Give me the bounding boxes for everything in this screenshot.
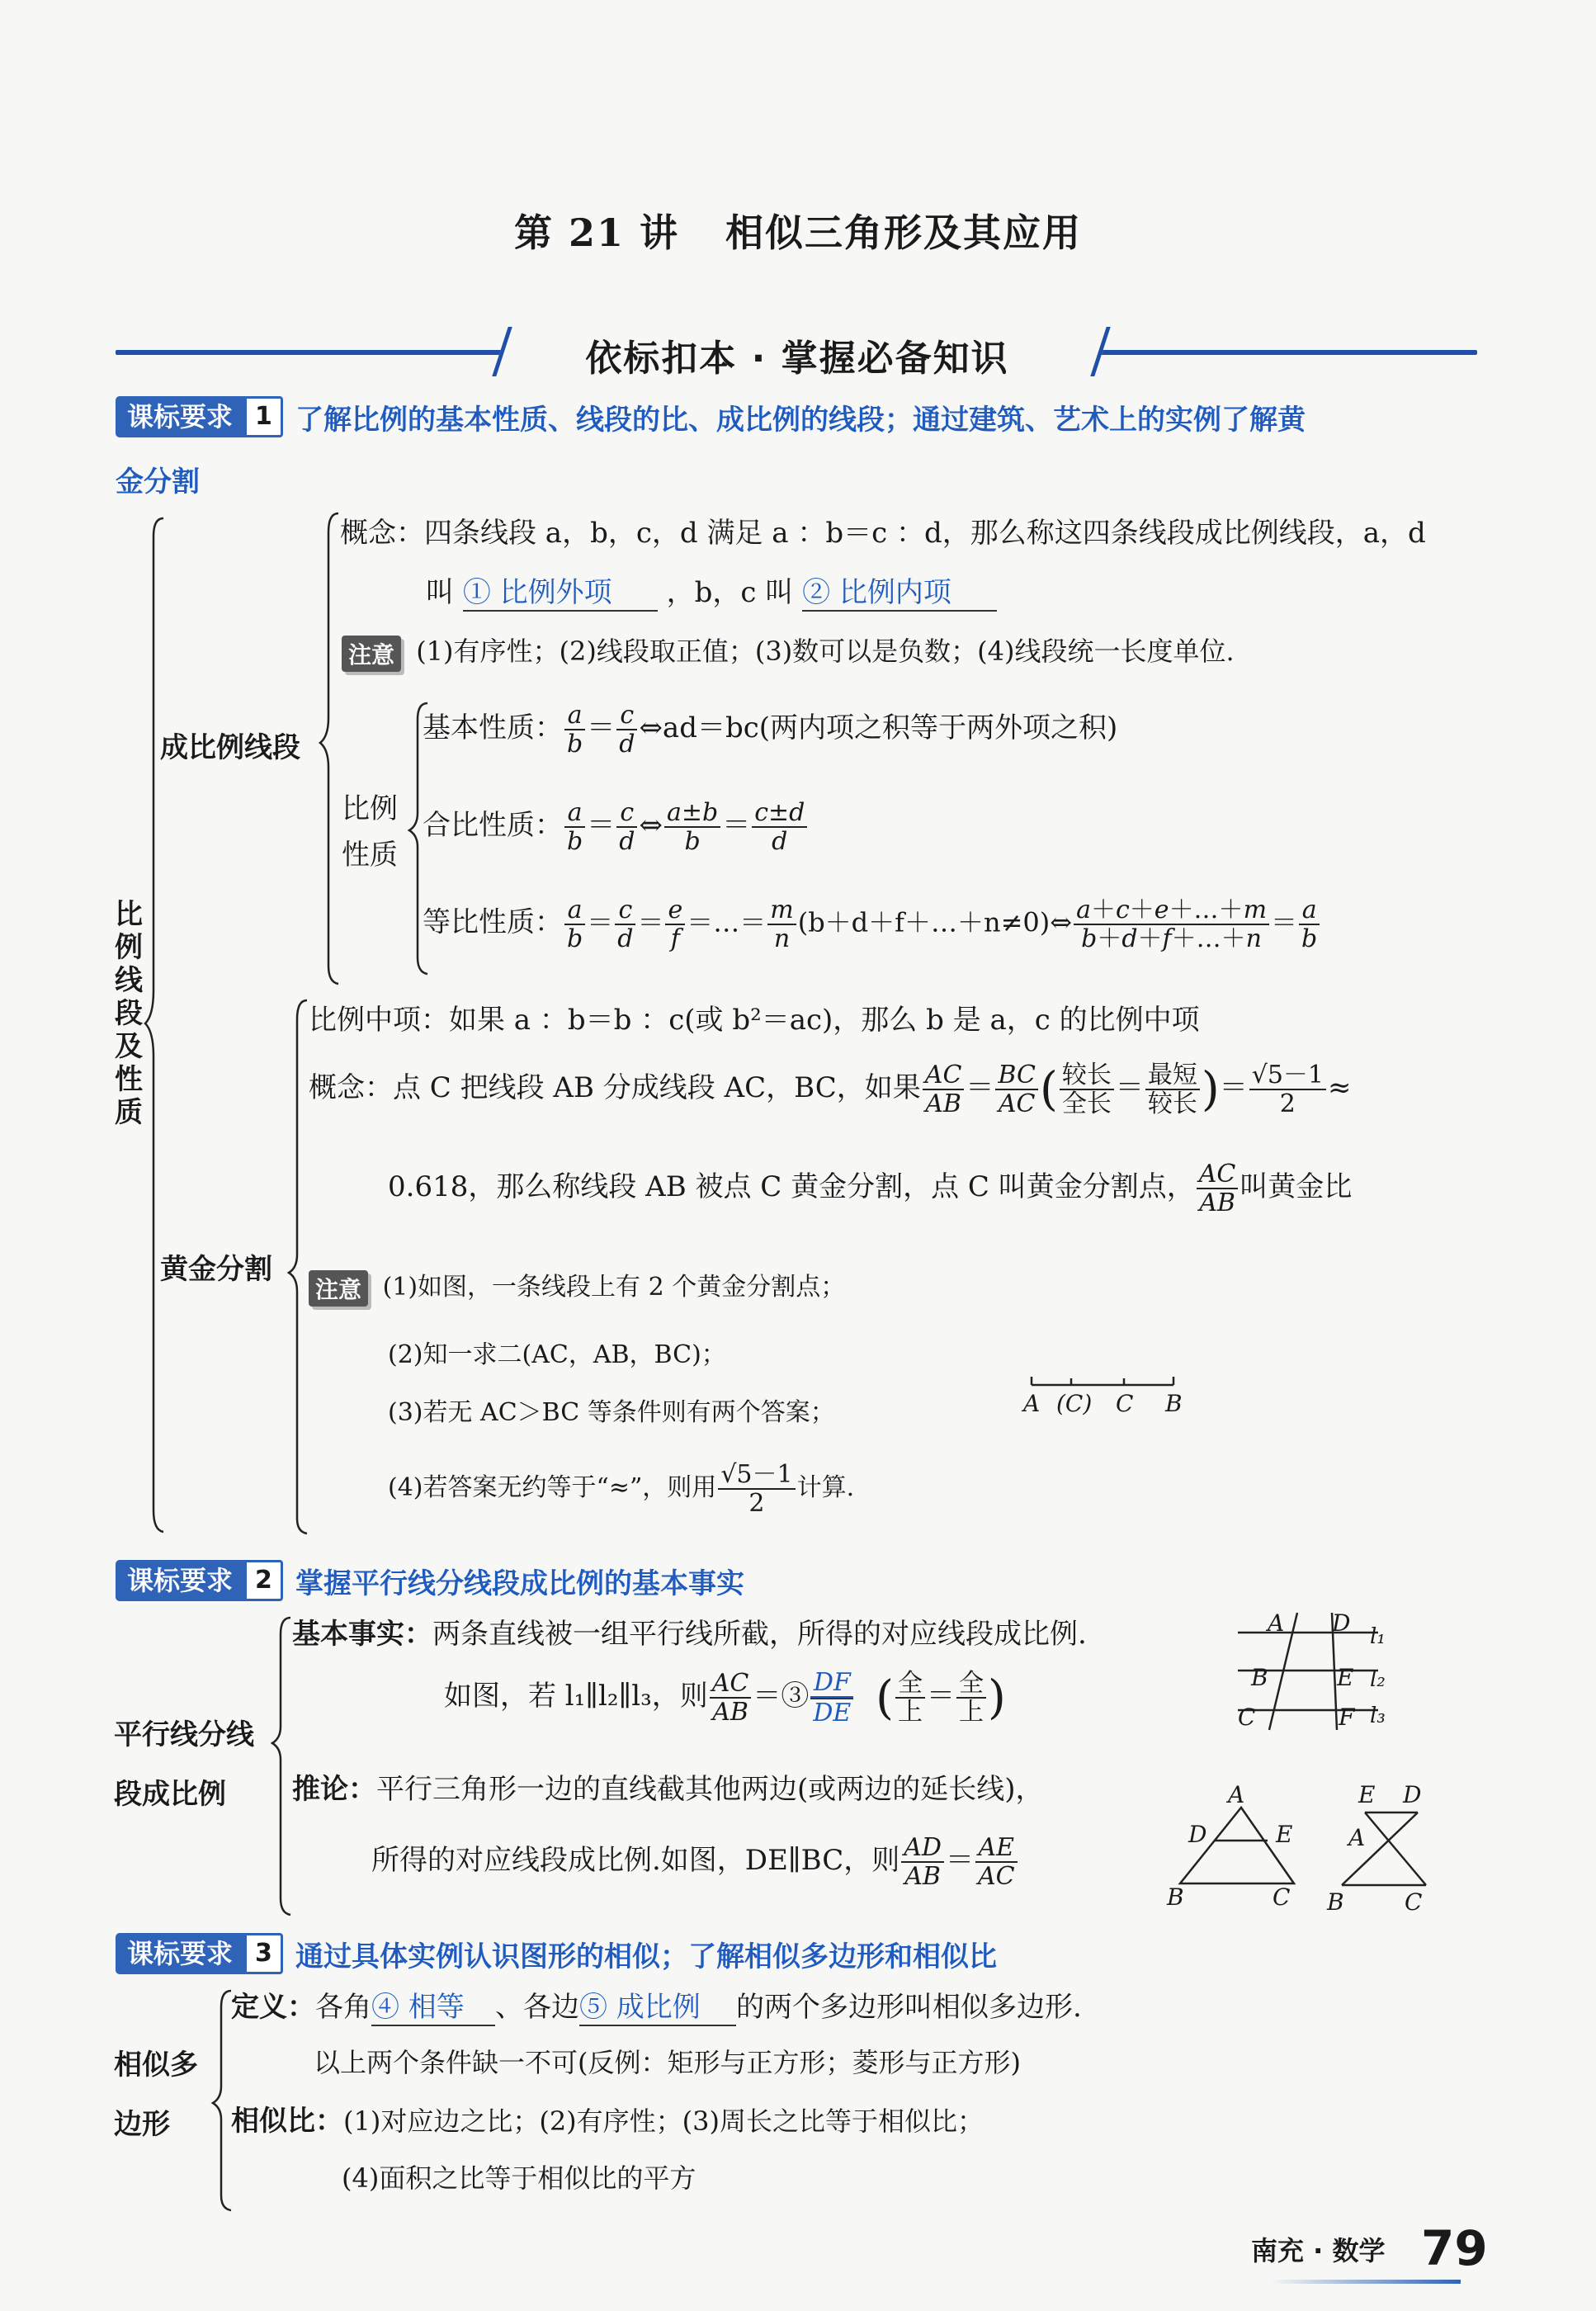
- basic-property-label: 基本性质：: [423, 711, 563, 744]
- similar-polygon-definition: [231, 1984, 1082, 2026]
- requirement-2-header: [116, 1560, 744, 1601]
- fraction-text: 全长: [1061, 1089, 1112, 1118]
- fig1-label-f: F: [1339, 1704, 1355, 1731]
- equal-ratio-condition: (b＋d＋f＋…＋n≠0)⇔: [797, 906, 1073, 938]
- similarity-ratio: [231, 2098, 984, 2139]
- corollary-formula: 所得的对应线段成比例.如图，DE∥BC，则 $\frac{AD}{AB}$ ＝ $\frac{AE}{AC}$: [371, 1834, 1019, 1890]
- approx-sign: ≈: [1328, 1071, 1352, 1104]
- combination-property-label: 合比性质：: [423, 809, 563, 842]
- golden-note-2: (2)知一求二(AC，AB，BC)；: [388, 1340, 726, 1369]
- fraction: $\frac{BC}{AC}$: [995, 1061, 1038, 1118]
- note-badge: 注意: [342, 636, 401, 672]
- definition-counterexample: 以上两个条件缺一不可(反例：矩形与正方形；菱形与正方形): [314, 2047, 1021, 2078]
- note-1-text: (1)有序性；(2)线段取正值；(3)数可以是负数；(4)线段统一长度单位.: [416, 636, 1235, 667]
- golden-concept-line-1: 概念：点 C 把线段 AB 分成线段 AC，BC，如果 $\frac{AC}{AB}$ ＝ $\frac{BC}{AC}$ ( $\frac{\text{较长}}{\text{全长}}$ ＝ $\frac{\text{最短}}{\text{较长}}$ )＝ $\frac{√5-1}{2}$ ≈: [309, 1061, 1352, 1118]
- fig3-label-b: B: [1327, 1888, 1344, 1916]
- req2-root-line-1: 平行线分线: [114, 1718, 254, 1751]
- requirement-number: 2: [244, 1560, 283, 1601]
- fraction-text: 较长: [1060, 1061, 1114, 1090]
- blank-2-answer: ② 比例内项: [802, 569, 997, 612]
- corollary: [292, 1766, 1044, 1807]
- basic-fact: [292, 1611, 1087, 1652]
- fraction: $\frac{a}{b}$: [564, 799, 585, 855]
- requirement-text: 通过具体实例认识图形的相似；了解相似多边形和相似比: [295, 1940, 997, 1973]
- fig1-label-a: A: [1268, 1609, 1285, 1637]
- fraction-text: 全: [956, 1670, 986, 1699]
- definition-text-b: 、各边: [495, 1991, 579, 2024]
- note-1: [342, 631, 1235, 672]
- basic-fact-label: 基本事实：: [292, 1618, 432, 1651]
- golden-note-4: [388, 1461, 854, 1517]
- fraction: [956, 1670, 986, 1726]
- lecture-topic: 相似三角形及其应用: [725, 210, 1083, 255]
- corollary-text-2: 所得的对应线段成比例.如图，DE∥BC，则: [371, 1844, 900, 1877]
- golden-ratio-text: 叫黄金比: [1239, 1170, 1353, 1203]
- blank-5-answer: ⑤ 成比例: [579, 1984, 736, 2026]
- requirement-3-header: [116, 1933, 997, 1974]
- branch-proportional-segments: 成比例线段: [160, 731, 300, 764]
- fraction: $\frac{a}{b}$: [1299, 896, 1320, 952]
- blank-3-answer: $\frac{DF}{DE}$: [810, 1669, 853, 1727]
- fig1-label-c: C: [1238, 1704, 1256, 1731]
- fraction: $\frac{√5-1}{2}$: [718, 1461, 795, 1517]
- concept-line-1: 概念：四条线段 a，b，c，d 满足 a ：b＝c ：d，那么称这四条线段成比例线段，a，d: [340, 517, 1426, 550]
- basic-fact-figure-text: 如图，若 l₁∥l₂∥l₃，则: [444, 1680, 708, 1713]
- combination-property: 合比性质： $\frac{a}{b}$ ＝ $\frac{c}{d}$ ⇔ $\frac{a\pm b}{b}$ ＝ $\frac{c\pm d}{d}$: [423, 799, 809, 855]
- blank-4-answer: ④ 相等: [371, 1984, 495, 2026]
- requirement-tag: 课标要求: [116, 1933, 244, 1974]
- equal-ratio-ellipsis: ＝…＝: [687, 906, 767, 938]
- basic-property: 基本性质： $\frac{a}{b}$ ＝ $\frac{c}{d}$ ⇔ad＝bc(两内项之积等于两外项之积): [423, 701, 1118, 759]
- segment-label-c: C: [1116, 1390, 1134, 1417]
- golden-note-1-text: (1)如图，一条线段上有 2 个黄金分割点；: [382, 1273, 846, 1302]
- segment-label-b: B: [1165, 1390, 1183, 1417]
- fig3-label-c: C: [1405, 1888, 1423, 1916]
- fig1-label-l2: l₂: [1370, 1667, 1386, 1692]
- fraction: [895, 1670, 925, 1726]
- fraction-text: 最短: [1145, 1061, 1200, 1090]
- similarity-ratio-2: (4)面积之比等于相似比的平方: [342, 2162, 696, 2194]
- fraction: $\frac{c}{d}$: [616, 702, 637, 758]
- similarity-ratio-text-1: (1)对应边之比；(2)有序性；(3)周长之比等于相似比；: [343, 2105, 984, 2137]
- fig2-label-a: A: [1228, 1781, 1245, 1808]
- basic-property-result: ⇔ad＝bc(两内项之积等于两外项之积): [639, 711, 1118, 744]
- requirement-text: 了解比例的基本性质、线段的比、成比例的线段；通过建筑、艺术上的实例了解黄: [295, 403, 1306, 437]
- fig1-label-e: E: [1337, 1664, 1354, 1691]
- fig3-label-a: A: [1348, 1824, 1366, 1851]
- golden-note-1: [309, 1266, 845, 1307]
- fig2-label-b: B: [1167, 1883, 1184, 1911]
- golden-note-4-text: (4)若答案无约等于“≈”，则用: [388, 1473, 717, 1502]
- fraction-text: 上: [958, 1698, 984, 1727]
- fraction: $\frac{AC}{AB}$: [710, 1670, 752, 1726]
- fig1-label-l3: l₃: [1370, 1704, 1386, 1728]
- golden-note-4-tail: 计算.: [796, 1473, 855, 1502]
- proportion-properties-label: 比例性质: [342, 792, 398, 872]
- concept-text-b: ，b，c 叫: [666, 576, 794, 609]
- blank-3-marker: ③: [781, 1680, 810, 1713]
- req3-root-line-2: 边形: [114, 2108, 170, 2141]
- blank-1-answer: ① 比例外项: [463, 569, 658, 612]
- requirement-number: 1: [244, 396, 283, 437]
- fraction-text: 全: [895, 1670, 925, 1699]
- golden-segment-figure: [1023, 1373, 1188, 1423]
- golden-concept-text-2: 0.618，那么称线段 AB 被点 C 黄金分割，点 C 叫黄金分割点，: [388, 1170, 1195, 1203]
- req2-root-line-2: 段成比例: [114, 1778, 226, 1811]
- footer-rule: [1271, 2280, 1461, 2284]
- page-number: 79: [1421, 2220, 1488, 2276]
- fig2-label-e: E: [1276, 1821, 1293, 1848]
- corollary-label: 推论：: [292, 1773, 376, 1806]
- golden-note-3: (3)若无 AC＞BC 等条件则有两个答案；: [388, 1398, 835, 1427]
- lecture-number: 第 21 讲: [513, 210, 680, 255]
- equal-ratio-label: 等比性质：: [423, 905, 563, 939]
- fraction: $\frac{AC}{AB}$: [923, 1061, 965, 1118]
- fig1-label-l1: l₁: [1370, 1624, 1386, 1649]
- fraction: $\frac{a\pm b}{b}$: [664, 799, 720, 855]
- fig3-label-d: D: [1403, 1781, 1422, 1808]
- root-label: 比例线段及性质: [115, 898, 143, 1129]
- requirement-text: 掌握平行线分线段成比例的基本事实: [295, 1567, 744, 1600]
- fig1-label-b: B: [1251, 1664, 1268, 1691]
- corollary-text: 平行三角形一边的直线截其他两边(或两边的延长线)，: [376, 1773, 1044, 1806]
- definition-text-a: 各角: [315, 1991, 371, 2024]
- fraction: $\frac{AE}{AC}$: [975, 1834, 1018, 1890]
- fraction: $\frac{c}{d}$: [615, 896, 635, 952]
- fraction: [1060, 1061, 1114, 1118]
- section-banner: 依标扣本 · 掌握必备知识: [585, 338, 1009, 380]
- similarity-ratio-label: 相似比：: [231, 2105, 343, 2138]
- fraction: $\frac{c\pm d}{d}$: [752, 799, 807, 855]
- golden-concept-line-2: [388, 1160, 1352, 1217]
- fig3-label-e: E: [1358, 1781, 1376, 1808]
- triangle-figure: [1170, 1791, 1335, 1907]
- segment-label-c-paren: (C): [1056, 1390, 1093, 1417]
- fraction: $\frac{√5-1}{2}$: [1249, 1061, 1326, 1118]
- branch-golden-section: 黄金分割: [160, 1253, 272, 1286]
- requirement-number: 3: [244, 1933, 283, 1974]
- req3-root-line-1: 相似多: [114, 2049, 198, 2082]
- requirement-text-cont: 金分割: [116, 466, 200, 499]
- fraction: [1145, 1061, 1200, 1118]
- concept-line-2: [426, 569, 997, 612]
- proportional-mean: 比例中项：如果 a ：b＝b ：c(或 b²＝ac)，那么 b 是 a，c 的比例中项: [309, 1004, 1200, 1037]
- fraction: $\frac{AC}{AB}$: [1197, 1160, 1239, 1217]
- fraction: $\frac{m}{n}$: [767, 896, 796, 952]
- basic-fact-text: 两条直线被一组平行线所截，所得的对应线段成比例.: [432, 1618, 1087, 1651]
- fraction: $\frac{a+c+e+\dots+m}{b+d+f+\dots+n}$: [1074, 896, 1269, 952]
- concept-text: 叫: [426, 576, 454, 609]
- fig2-label-c: C: [1273, 1883, 1291, 1911]
- golden-concept-text: 概念：点 C 把线段 AB 分成线段 AC，BC，如果: [309, 1071, 921, 1104]
- fraction: $\frac{a}{b}$: [564, 702, 585, 758]
- fraction: $\frac{AD}{AB}$: [901, 1834, 944, 1890]
- fraction: $\frac{e}{f}$: [665, 896, 685, 952]
- requirement-tag: 课标要求: [116, 1560, 244, 1601]
- note-badge: 注意: [309, 1270, 368, 1307]
- segment-label-a: A: [1023, 1390, 1041, 1417]
- fig2-label-d: D: [1188, 1821, 1207, 1848]
- fraction-text: 上: [897, 1698, 923, 1727]
- basic-fact-formula: 如图，若 l₁∥l₂∥l₃，则 $\frac{AC}{AB}$ ＝③ $\frac{DF}{DE}$ ( $\frac{\text{全}}{\text{上}}$ ＝ $\frac{\text{全}}{\text{上}}$ ): [444, 1668, 1006, 1727]
- definition-text-c: 的两个多边形叫相似多边形.: [736, 1991, 1082, 2024]
- requirement-tag: 课标要求: [116, 396, 244, 437]
- fig1-label-d: D: [1332, 1609, 1351, 1637]
- fraction: $\frac{c}{d}$: [616, 799, 637, 855]
- definition-label: 定义：: [231, 1991, 315, 2024]
- fraction-text: 较长: [1147, 1089, 1197, 1118]
- equal-ratio-property: 等比性质： $\frac{a}{b}$ ＝ $\frac{c}{d}$ ＝ $\frac{e}{f}$ ＝…＝ $\frac{m}{n}$ (b＋d＋f＋…＋n≠0)⇔ $\frac{a+c+e+\dots+m}{b+d+f+\dots+n}$ ＝ $\frac{a}{b}$: [423, 896, 1321, 952]
- fraction: $\frac{a}{b}$: [564, 896, 585, 952]
- footer-region: 南充 · 数学: [1251, 2235, 1386, 2266]
